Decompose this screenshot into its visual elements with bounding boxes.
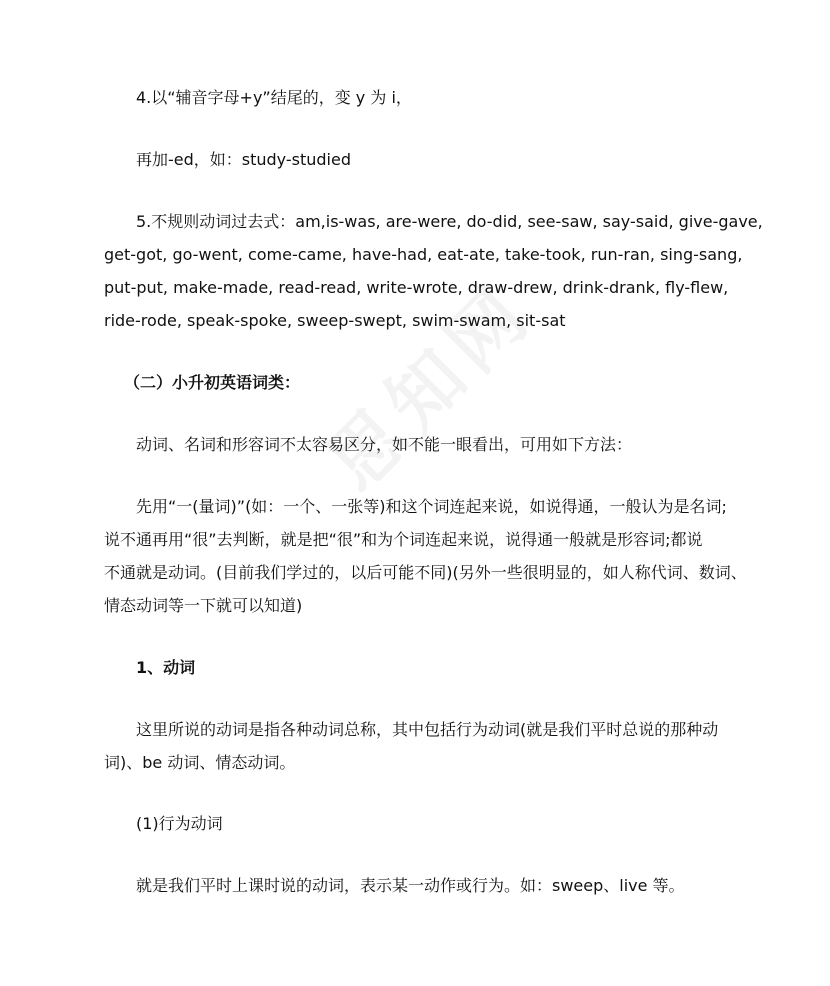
rule-5-line-2: get-got, go-went, come-came, have-had, eat-ate, take-took, run-ran, sing-sang, [104,245,743,264]
rule-5-line-1: 5.不规则动词过去式：am,is-was, are-were, do-did, see-saw, say-said, give-gave, [136,212,763,231]
method-line-4: 情态动词等一下就可以知道) [104,596,303,615]
rule-4-text: 4.以“辅音字母+y”结尾的，变 y 为 i， [136,88,412,107]
action-verb-heading: (1)行为动词 [136,814,223,833]
rule-4-continued-text: 再加-ed，如：study-studied [136,150,351,169]
intro-text: 动词、名词和形容词不太容易区分，如不能一眼看出，可用如下方法： [136,435,633,454]
method-line-3: 不通就是动词。(目前我们学过的，以后可能不同)(另外一些很明显的，如人称代词、数词、 [104,563,747,582]
rule-5-line-4: ride-rode, speak-spoke, sweep-swept, swim-swam, sit-sat [104,311,566,330]
verb-desc-line-1: 这里所说的动词是指各种动词总称，其中包括行为动词(就是我们平时总说的那种动 [136,720,719,739]
method-line-2: 说不通再用“很”去判断，就是把“很”和为个词连起来说，说得通一般就是形容词;都说 [104,530,703,549]
section-heading: （二）小升初英语词类： [124,373,301,392]
rule-5-line-3: put-put, make-made, read-read, write-wrote, draw-drew, drink-drank, fly-flew, [104,278,729,297]
action-verb-desc: 就是我们平时上课时说的动词，表示某一动作或行为。如：sweep、live 等。 [136,876,685,895]
method-line-1: 先用“一(量词)”(如：一个、一张等)和这个词连起来说，如说得通，一般认为是名词; [136,497,727,516]
verb-heading: 1、动词 [136,658,196,677]
verb-desc-line-2: 词)、be 动词、情态动词。 [104,753,296,772]
